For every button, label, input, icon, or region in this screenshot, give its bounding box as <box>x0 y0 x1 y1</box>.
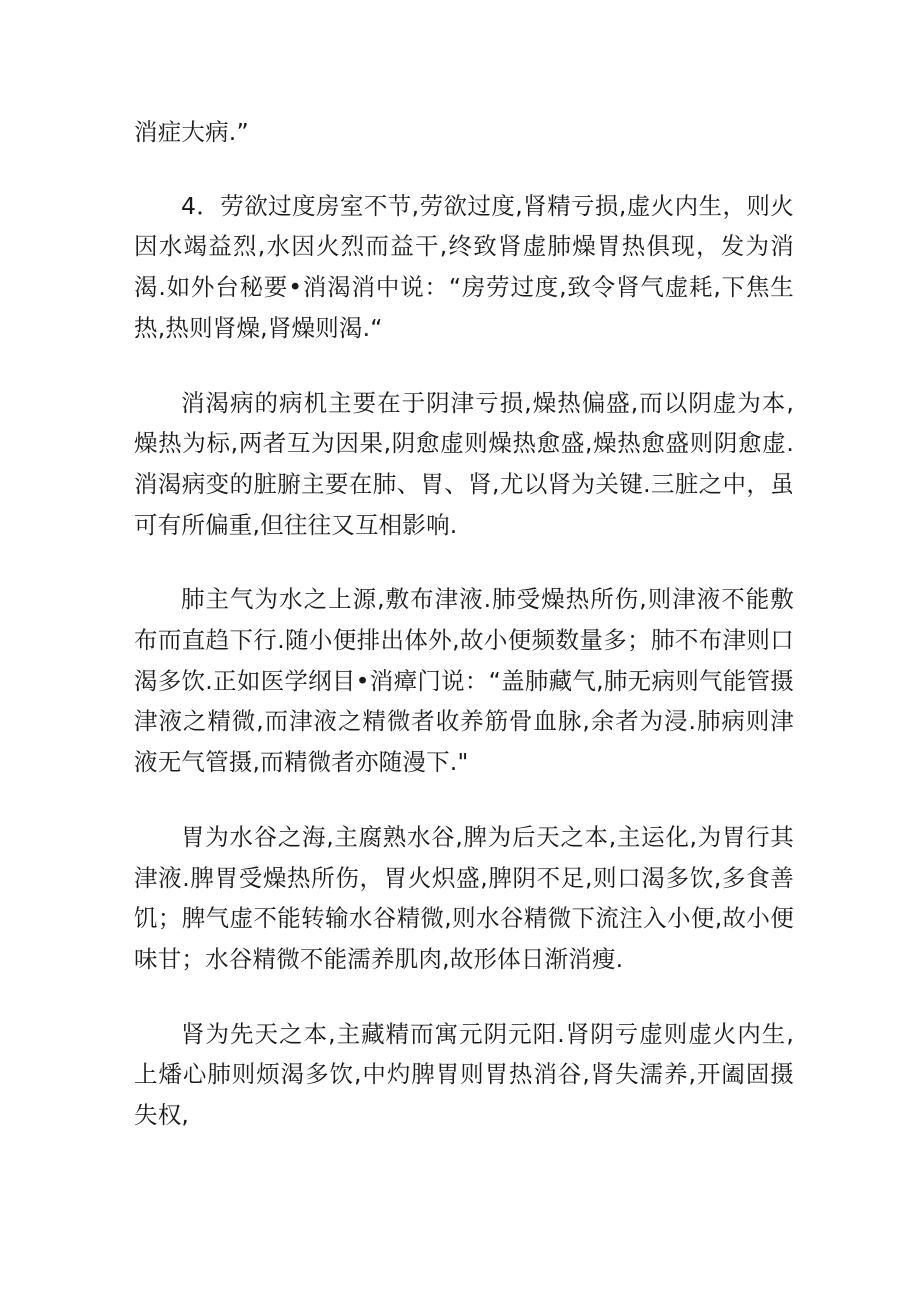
paragraph-lung: 肺主气为水之上源,敷布津液.肺受燥热所伤,则津液不能敷布而直趋下行.随小便排出体外,故小便频数量多；肺不布津则口渴多饮.正如医学纲目•消瘴门说：“盖肺藏气,肺无病则气能管摄津液之精微,而津液之精微者收养筋骨血脉,余者为浸.肺病则津液无气管摄,而精微者亦随漫下." <box>134 585 794 777</box>
paragraph-cause-overwork: 4．劳欲过度房室不节,劳欲过度,肾精亏损,虚火内生，则火因水竭益烈,水因火烈而益干,终致肾虚肺燥胃热俱现，发为消渴.如外台秘要•消渴消中说：“房劳过度,致令肾气虚耗,下焦生热,热则肾燥,肾燥则渴.“ <box>134 191 794 342</box>
paragraph-kidney: 肾为先天之本,主藏精而寓元阴元阳.肾阴亏虚则虚火内生,上燔心肺则烦渴多饮,中灼脾胃则胃热消谷,肾失濡养,开阖固摄失权, <box>134 1019 794 1130</box>
paragraph-continuation: 消症大病.” <box>134 118 249 146</box>
paragraph-pathogenesis: 消渴病的病机主要在于阴津亏损,燥热偏盛,而以阴虚为本,燥热为标,两者互为因果,阴愈虚则燥热愈盛,燥热愈盛则阴愈虚.消渴病变的脏腑主要在肺、胃、肾,尤以肾为关键.三脏之中，虽可有所偏重,但往往又互相影响. <box>134 388 794 539</box>
paragraph-stomach-spleen: 胃为水谷之海,主腐熟水谷,脾为后天之本,主运化,为胃行其津液.脾胃受燥热所伤，胃火炽盛,脾阴不足,则口渴多饮,多食善饥；脾气虚不能转输水谷精微,则水谷精微下流注入小便,故小便味甘；水谷精微不能濡养肌肉,故形体日渐消瘦. <box>134 822 794 973</box>
document-body <box>134 112 794 1170</box>
